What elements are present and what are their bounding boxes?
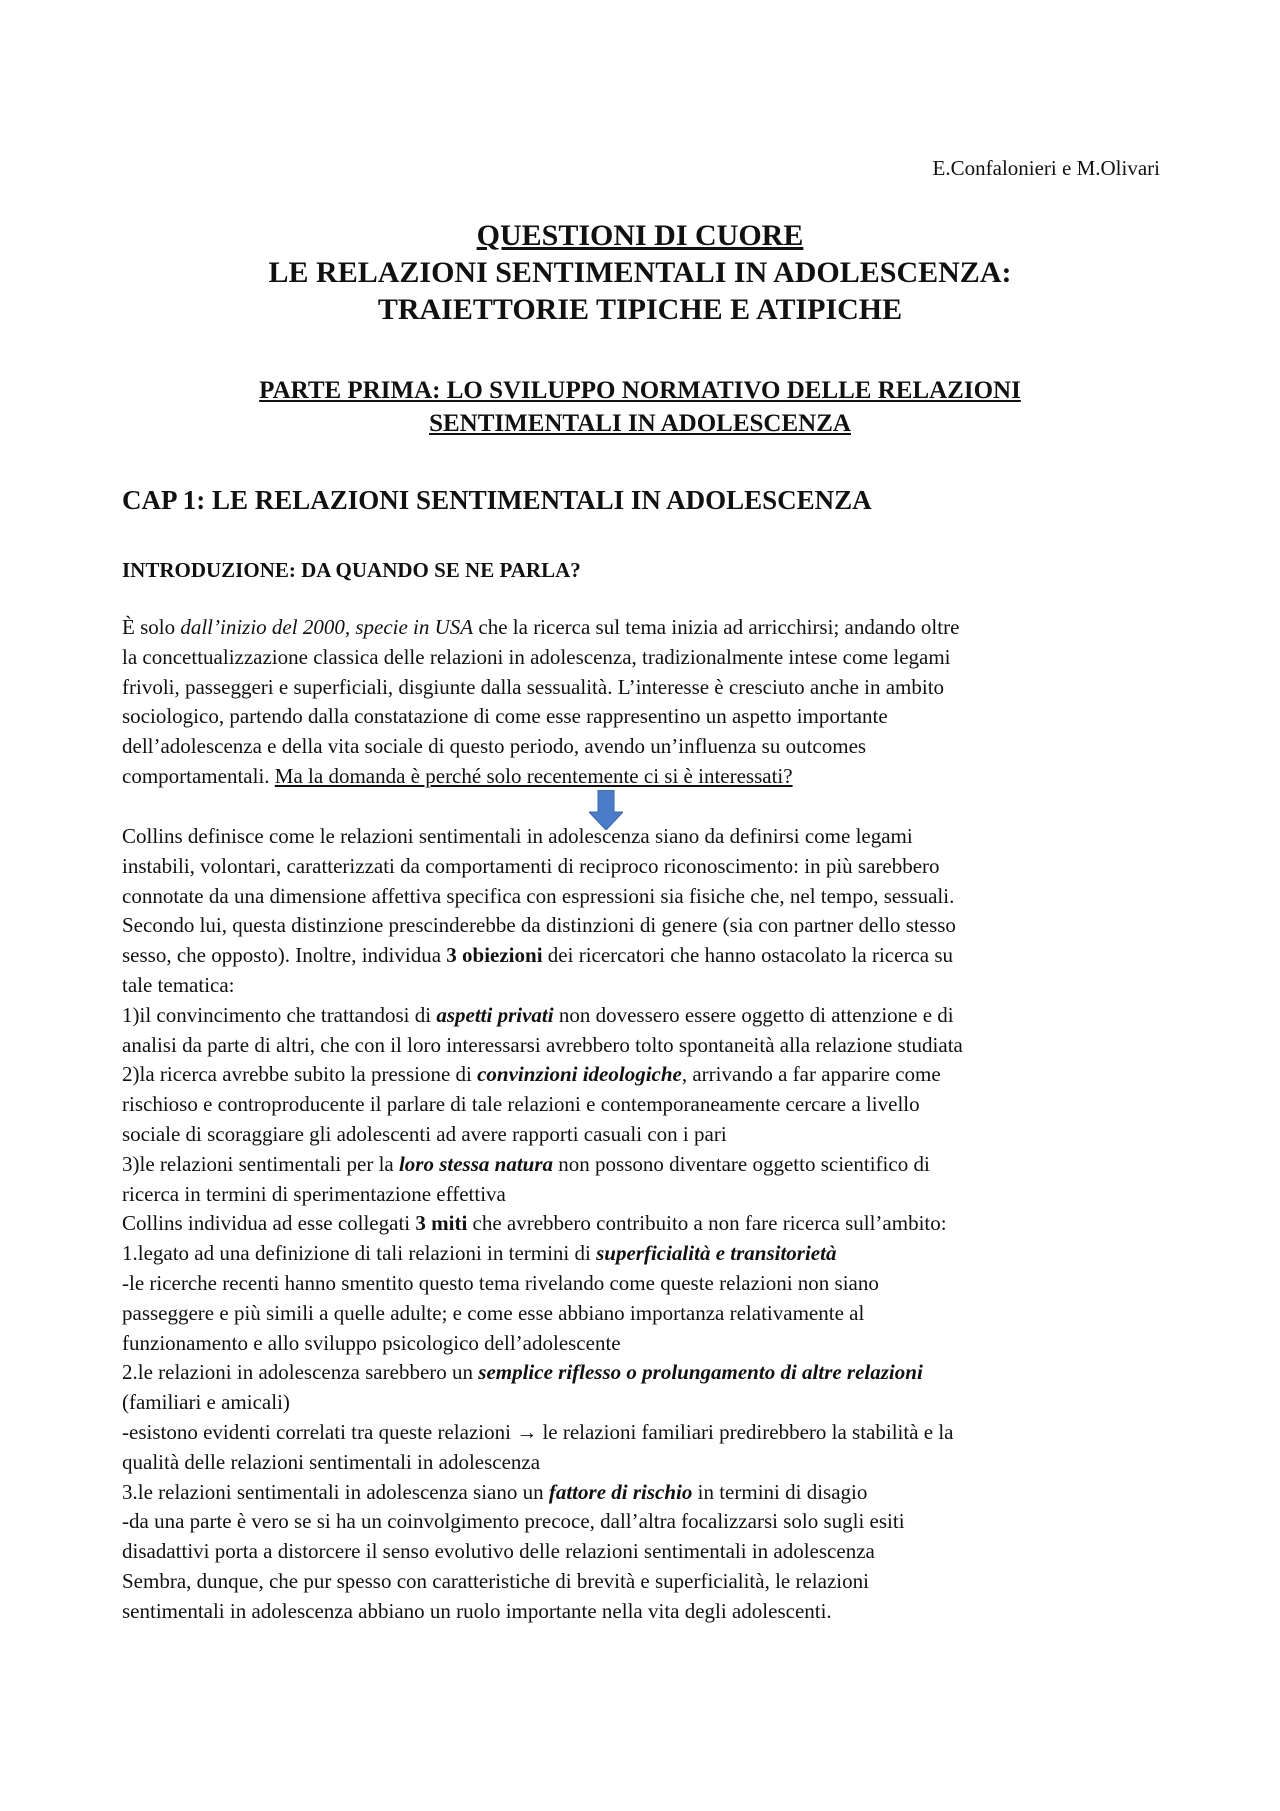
text-line: (familiari e amicali) (122, 1390, 290, 1415)
list-item: 2.le relazioni in adolescenza sarebbero un semplice riflesso o prolungamento di altre relazioni (122, 1360, 923, 1385)
text-line: Collins definisce come le relazioni sentimentali in adolescenza siano da definirsi come legami (122, 824, 913, 848)
text-line: instabili, volontari, caratterizzati da comportamenti di reciproco riconoscimento: in più sarebbero (122, 853, 940, 878)
text-line: qualità delle relazioni sentimentali in adolescenza (122, 1449, 541, 1474)
list-item: 1.legato ad una definizione di tali relazioni in termini di superficialità e transitorietà (122, 1241, 837, 1266)
title-line-1: QUESTIONI DI CUORE (476, 219, 804, 252)
emphasis: dall’inizio del 2000, specie in USA (180, 615, 474, 639)
text-line: Secondo lui, questa distinzione prescinderebbe da distinzioni di genere (sia con partner dello stesso (122, 913, 956, 938)
text-line: tale tematica: (122, 972, 235, 997)
text-line: frivoli, passeggeri e superficiali, disgiunte dalla sessualità. L’interesse è cresciuto anche in ambito (122, 674, 945, 699)
text-line: sesso, che opposto). Inoltre, individua 3 obiezioni dei ricercatori che hanno ostacolato la ricerca su (122, 943, 954, 968)
text-line: sociologico, partendo dalla constatazione di come esse rappresentino un aspetto importante (122, 704, 888, 729)
right-arrow-icon: → (516, 1419, 538, 1444)
emphasis: superficialità e transitorietà (596, 1241, 837, 1266)
bold-term: 3 miti (415, 1211, 468, 1236)
text-line: -da una parte è vero se si ha un coinvolgimento precoce, dall’altra focalizzarsi solo sugli esiti (122, 1509, 905, 1534)
underlined-question: Ma la domanda è perché solo recentemente ci si è interessati? (274, 763, 793, 788)
section-heading: INTRODUZIONE: DA QUANDO SE NE PARLA? (122, 558, 581, 582)
text-line: rischioso e controproducente il parlare di tale relazioni e contemporaneamente cercare a livello (122, 1092, 920, 1117)
list-item: 1)il convincimento che trattandosi di aspetti privati non dovessero essere oggetto di attenzione e di (122, 1002, 954, 1027)
text-line: connotate da una dimensione affettiva specifica con espressioni sia fisiche che, nel tempo, sessuali. (122, 883, 955, 908)
text-line: comportamentali. Ma la domanda è perché solo recentemente ci si è interessati? (122, 763, 793, 788)
emphasis: convinzioni ideologiche (477, 1062, 682, 1087)
text-line: dell’adolescenza e della vita sociale di questo periodo, avendo un’influenza su outcomes (122, 734, 867, 759)
text-line: disadattivi porta a distorcere il senso evolutivo delle relazioni sentimentali in adolescenza (122, 1539, 875, 1564)
list-item: 3)le relazioni sentimentali per la loro stessa natura non possono diventare oggetto scientifico di (122, 1151, 930, 1176)
list-item: 2)la ricerca avrebbe subito la pressione di convinzioni ideologiche, arrivando a far apparire come (122, 1062, 941, 1087)
text-line: È solo dall’inizio del 2000, specie in USA che la ricerca sul tema inizia ad arricchirsi; andando oltre (122, 615, 960, 639)
text-line: funzionamento e allo sviluppo psicologico dell’adolescente (122, 1330, 621, 1355)
text-line: sociale di scoraggiare gli adolescenti ad avere rapporti casuali con i pari (122, 1121, 727, 1146)
emphasis: loro stessa natura (398, 1151, 554, 1176)
title-line-2: LE RELAZIONI SENTIMENTALI IN ADOLESCENZA: (268, 256, 1012, 289)
chapter-heading: CAP 1: LE RELAZIONI SENTIMENTALI IN ADOLESCENZA (122, 485, 872, 515)
text-line: -esistono evidenti correlati tra queste relazioni → le relazioni familiari predirebbero la stabilità e la (122, 1419, 954, 1444)
text-line: -le ricerche recenti hanno smentito questo tema rivelando come queste relazioni non siano (122, 1270, 879, 1295)
text-line: ricerca in termini di sperimentazione effettiva (122, 1181, 506, 1206)
emphasis: fattore di rischio (548, 1479, 693, 1504)
text-line: sentimentali in adolescenza abbiano un ruolo importante nella vita degli adolescenti. (122, 1598, 832, 1623)
paragraph-1 (122, 613, 1182, 792)
list-item: 3.le relazioni sentimentali in adolescenza siano un fattore di rischio in termini di disagio (122, 1479, 868, 1504)
text-line: passeggere e più simili a quelle adulte; e come esse abbiano importanza relativamente al (122, 1300, 865, 1325)
title-line-3: TRAIETTORIE TIPICHE E ATIPICHE (377, 293, 903, 326)
emphasis: aspetti privati (436, 1002, 554, 1027)
part-heading-line-2: SENTIMENTALI IN ADOLESCENZA (429, 410, 851, 437)
part-heading (0, 374, 1280, 440)
author-line: E.Confalonieri e M.Olivari (932, 156, 1160, 180)
paragraph-2 (122, 822, 1182, 1627)
text-line: analisi da parte di altri, che con il loro interessarsi avrebbero tolto spontaneità alla relazione studiata (122, 1032, 963, 1057)
text-line: Collins individua ad esse collegati 3 miti che avrebbero contribuito a non fare ricerca sull’ambito: (122, 1211, 947, 1236)
text-line: la concettualizzazione classica delle relazioni in adolescenza, tradizionalmente intese come legami (122, 644, 951, 669)
part-heading-line-1: PARTE PRIMA: LO SVILUPPO NORMATIVO DELLE RELAZIONI (259, 377, 1021, 404)
document-title (0, 217, 1280, 328)
bold-term: 3 obiezioni (446, 943, 543, 968)
text-line: Sembra, dunque, che pur spesso con caratteristiche di brevità e superficialità, le relazioni (122, 1568, 869, 1593)
emphasis: semplice riflesso o prolungamento di altre relazioni (478, 1360, 923, 1385)
